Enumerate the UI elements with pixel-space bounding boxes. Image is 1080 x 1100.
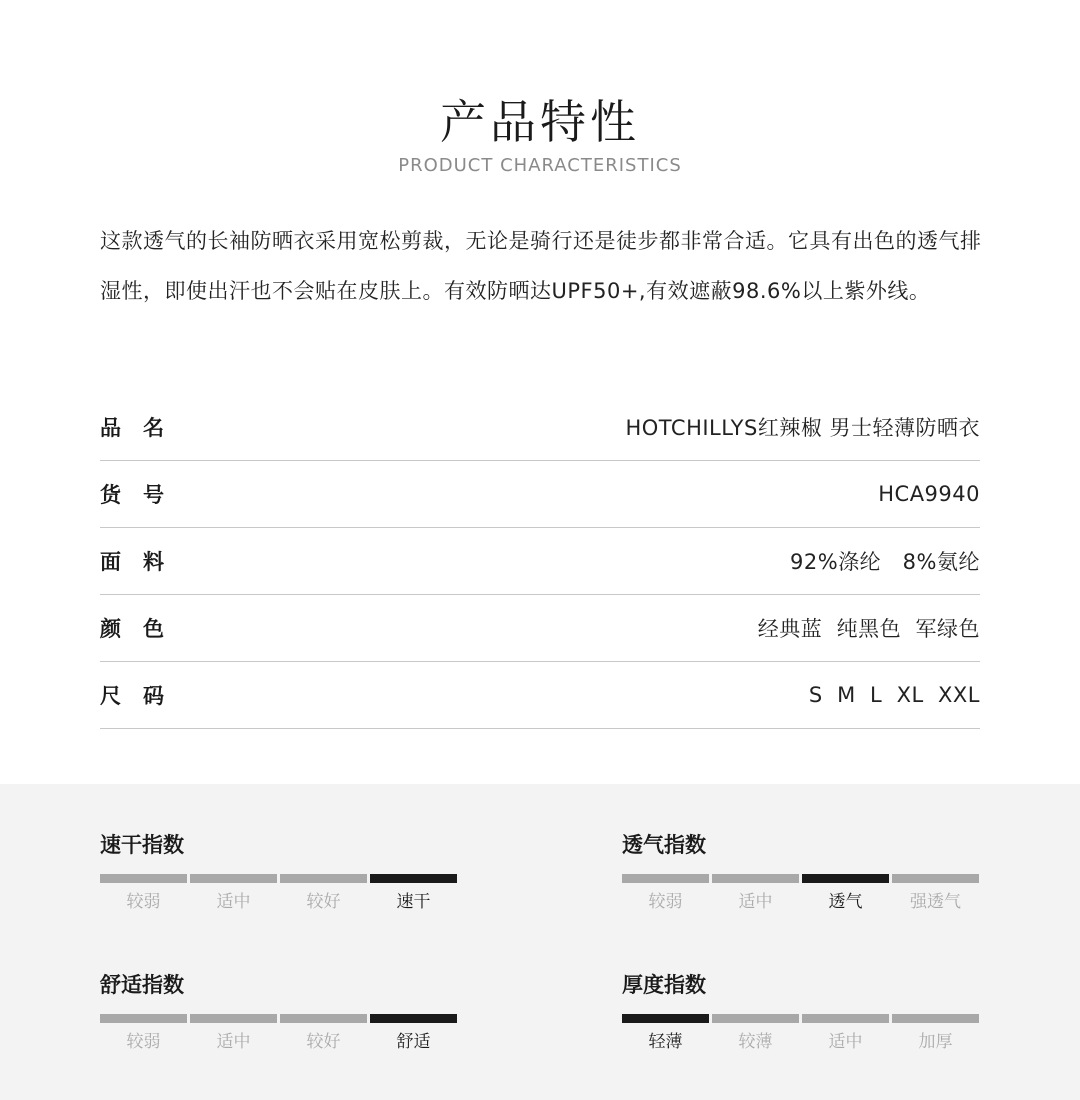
spec-value: HCA9940 (878, 482, 980, 506)
spec-row-sku (100, 461, 980, 528)
rating-segment (892, 1014, 979, 1023)
rating-title: 厚度指数 (622, 973, 706, 997)
rating-level-label: 较薄 (738, 1032, 773, 1052)
rating-segment (280, 874, 367, 883)
rating-bar (100, 874, 458, 883)
ratings-panel (0, 784, 1080, 1100)
spec-row-fabric (100, 528, 980, 595)
rating-labels (622, 1029, 980, 1055)
spec-row-name (100, 394, 980, 461)
rating-segment (712, 874, 799, 883)
spec-label: 面料 (100, 550, 186, 574)
page-title: 产品特性 (440, 95, 640, 149)
spec-value: 92%涤纶 8%氨纶 (789, 550, 980, 574)
rating-segment (802, 1014, 889, 1023)
rating-segment (280, 1014, 367, 1023)
rating-breathability (622, 830, 980, 915)
rating-level-label: 较弱 (126, 892, 161, 912)
rating-level-label: 较弱 (126, 1032, 161, 1052)
rating-bar (622, 1014, 980, 1023)
rating-level-label: 适中 (828, 1032, 863, 1052)
rating-segment (100, 1014, 187, 1023)
spec-label: 品名 (100, 416, 186, 440)
rating-bar (622, 874, 980, 883)
spec-label: 颜色 (100, 617, 186, 641)
rating-segment (370, 874, 457, 883)
rating-level-label: 速干 (396, 892, 431, 912)
rating-quick-dry (100, 830, 458, 915)
rating-title: 舒适指数 (100, 973, 184, 997)
rating-level-label: 加厚 (918, 1032, 953, 1052)
rating-segment (190, 874, 277, 883)
rating-labels (100, 889, 458, 915)
spec-row-size (100, 662, 980, 729)
rating-level-label: 透气 (828, 892, 863, 912)
rating-segment (370, 1014, 457, 1023)
spec-label: 尺码 (100, 684, 186, 708)
rating-level-label: 较弱 (648, 892, 683, 912)
spec-value: S M L XL XXL (808, 683, 980, 707)
rating-segment (622, 874, 709, 883)
rating-level-label: 适中 (738, 892, 773, 912)
rating-level-label: 适中 (216, 892, 251, 912)
spec-value: 经典蓝 纯黑色 军绿色 (757, 617, 980, 641)
product-description: 这款透气的长袖防晒衣采用宽松剪裁，无论是骑行还是徒步都非常合适。它具有出色的透气排湿性，即使出汗也不会贴在皮肤上。有效防晒达UPF50+,有效遮蔽98.6%以上紫外线。 (100, 229, 982, 303)
rating-level-label: 舒适 (396, 1032, 431, 1052)
rating-segment (100, 874, 187, 883)
spec-table (100, 394, 980, 729)
page-subtitle: PRODUCT CHARACTERISTICS (398, 155, 682, 176)
rating-comfort (100, 970, 458, 1055)
rating-segment (712, 1014, 799, 1023)
rating-labels (100, 1029, 458, 1055)
rating-level-label: 适中 (216, 1032, 251, 1052)
rating-segment (622, 1014, 709, 1023)
rating-level-label: 较好 (306, 1032, 341, 1052)
spec-row-color (100, 595, 980, 662)
rating-thickness (622, 970, 980, 1055)
rating-segment (802, 874, 889, 883)
rating-level-label: 较好 (306, 892, 341, 912)
rating-level-label: 轻薄 (648, 1032, 683, 1052)
rating-labels (622, 889, 980, 915)
rating-bar (100, 1014, 458, 1023)
spec-value: HOTCHILLYS红辣椒 男士轻薄防晒衣 (625, 416, 980, 440)
rating-level-label: 强透气 (910, 892, 961, 912)
rating-title: 透气指数 (622, 833, 706, 857)
spec-label: 货号 (100, 483, 186, 507)
rating-segment (892, 874, 979, 883)
rating-segment (190, 1014, 277, 1023)
rating-title: 速干指数 (100, 833, 184, 857)
